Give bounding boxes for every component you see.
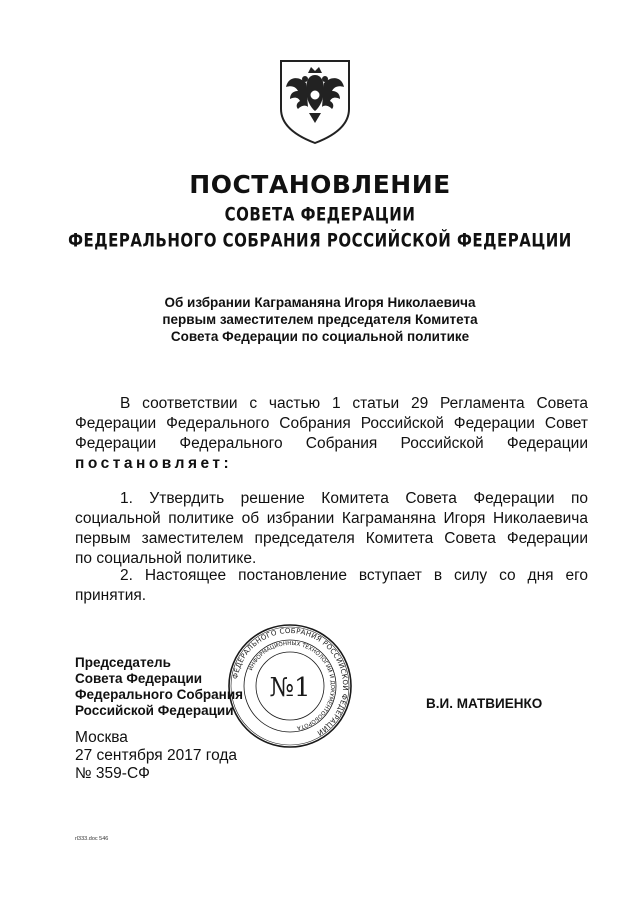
signer-name: В.И. МАТВИЕНКО — [426, 696, 543, 711]
heading-line: Об избрании Каграманяна Игоря Николаевича — [164, 295, 476, 310]
paragraph-line: В соответствии с частью 1 статьи 29 Регламента Совета — [120, 395, 588, 412]
coat-of-arms-icon — [275, 57, 355, 145]
item-1-paragraph — [75, 489, 588, 569]
issuer-line-1: СОВЕТА ФЕДЕРАЦИИ — [224, 202, 416, 226]
stamp-inner-text: ИНФОРМАЦИОННЫХ ТЕХНОЛОГИЙ И ДОКУМЕНТООБОРОТА — [248, 640, 336, 731]
signer-title-line: Совета Федерации — [75, 671, 203, 686]
paragraph-line: социальной политике об избрании Каграманяна Игоря Николаевича — [75, 510, 588, 527]
paragraph-line: 1. Утвердить решение Комитета Совета Федерации по — [120, 490, 588, 507]
document-number: № 359-СФ — [75, 765, 150, 782]
signer-title-line: Председатель — [75, 655, 171, 670]
document-title: ПОСТАНОВЛЕНИЕ — [189, 170, 451, 199]
place: Москва — [75, 729, 128, 746]
document-heading — [100, 294, 540, 345]
preamble-paragraph — [75, 394, 588, 474]
paragraph-line: Федерации Федерального Собрания Российской Федерации — [75, 435, 588, 452]
resolves-word: постановляет: — [75, 455, 233, 472]
footer-code: rl333.doc 546 — [75, 836, 109, 842]
item-2-paragraph — [75, 566, 588, 606]
paragraph-line: по социальной политике. — [75, 550, 257, 567]
heading-line: Совета Федерации по социальной политике — [170, 329, 470, 344]
official-stamp — [226, 622, 354, 750]
paragraph-line: первым заместителем председателя Комитета Совета Федерации — [75, 530, 588, 547]
paragraph-line: принятия. — [75, 587, 147, 604]
paragraph-line: 2. Настоящее постановление вступает в силу со дня его — [120, 567, 588, 584]
date: 27 сентября 2017 года — [75, 747, 238, 764]
paragraph-line: Федерации Федерального Собрания Российской Федерации Совет — [75, 415, 588, 432]
signer-title — [75, 655, 243, 719]
signer-title-line: Федерального Собрания — [75, 687, 243, 702]
stamp-number: №1 — [269, 673, 311, 703]
issuer-line-2: ФЕДЕРАЛЬНОГО СОБРАНИЯ РОССИЙСКОЙ ФЕДЕРАЦИИ — [68, 228, 572, 252]
stamp-outer-text: ФЕДЕРАЛЬНОГО СОБРАНИЯ РОССИЙСКОЙ ФЕДЕРАЦИИ — [231, 626, 350, 738]
place-date-number — [75, 729, 237, 783]
heading-line: первым заместителем председателя Комитета — [162, 312, 478, 327]
signer-title-line: Российской Федерации — [75, 703, 234, 718]
